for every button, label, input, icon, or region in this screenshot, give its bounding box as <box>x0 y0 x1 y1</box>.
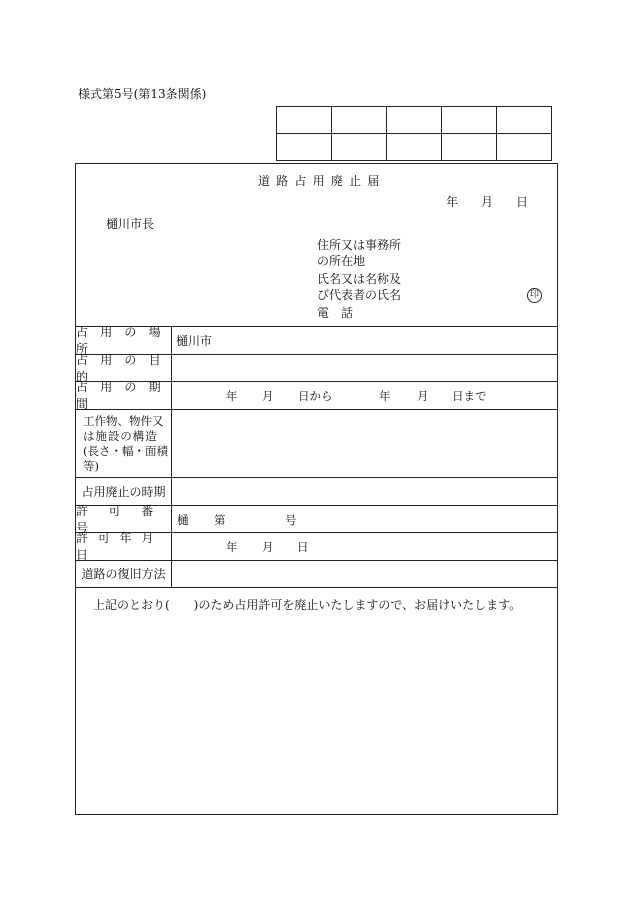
permit-number-label: 許 可 番 号 <box>76 503 162 535</box>
approval-stamp-grid <box>276 106 552 161</box>
stamp-cell <box>442 107 497 134</box>
permit-date-day: 日 <box>297 540 309 554</box>
period-year-1: 年 <box>226 389 238 403</box>
address-label-1: 住所又は事務所 <box>317 238 402 252</box>
permit-dai: 第 <box>214 513 226 527</box>
purpose-label: 占 用 の 目 的 <box>76 352 165 384</box>
date-month: 月 <box>481 195 494 209</box>
period-month-2: 月 <box>417 389 429 403</box>
stamp-cell <box>332 107 387 134</box>
period-day-to: 日まで <box>452 389 487 403</box>
form-title: 道 路 占 用 廃 止 届 <box>258 174 381 188</box>
form-reference: 様式第5号(第13条関係) <box>78 87 207 101</box>
addressee: 樋川市長 <box>106 217 155 231</box>
location-value: 樋川市 <box>176 333 213 348</box>
permit-date-month: 月 <box>262 540 274 554</box>
stamp-cell <box>387 107 442 134</box>
restoration-label: 道路の復旧方法 <box>81 567 166 581</box>
seal-mark: 印 <box>527 288 542 303</box>
permit-date-label: 許 可 年 月 日 <box>76 531 157 562</box>
structure-label: 工作物、物件又 は施設の構造 (長さ・幅・面積 等) <box>83 414 168 473</box>
period-month-1: 月 <box>262 389 274 403</box>
stamp-cell <box>442 134 497 161</box>
date-day: 日 <box>516 195 529 209</box>
stamp-cell <box>332 134 387 161</box>
location-label: 占 用 の 場 所 <box>76 325 165 356</box>
period-day-from: 日から <box>298 389 333 403</box>
abolition-time-label: 占用廃止の時期 <box>81 484 166 499</box>
stamp-cell <box>497 134 552 161</box>
name-label-2: び代表者の氏名 <box>317 288 402 302</box>
address-label-2: の所在地 <box>317 254 366 268</box>
period-label: 占 用 の 期 間 <box>76 380 165 411</box>
stamp-cell <box>497 107 552 134</box>
name-label-1: 氏名又は名称及 <box>317 272 402 286</box>
phone-label: 電 話 <box>317 306 354 320</box>
stamp-cell <box>387 134 442 161</box>
stamp-cell <box>277 134 332 161</box>
period-year-2: 年 <box>379 389 391 403</box>
application-form <box>75 163 558 815</box>
permit-date-year: 年 <box>226 540 238 554</box>
date-year: 年 <box>446 195 459 209</box>
stamp-cell <box>277 107 332 134</box>
statement: 上記のとおり( )のため占用許可を廃止いたしますので、お届けいたします。 <box>93 598 522 612</box>
permit-go: 号 <box>285 513 297 527</box>
permit-prefix: 樋 <box>177 513 189 527</box>
